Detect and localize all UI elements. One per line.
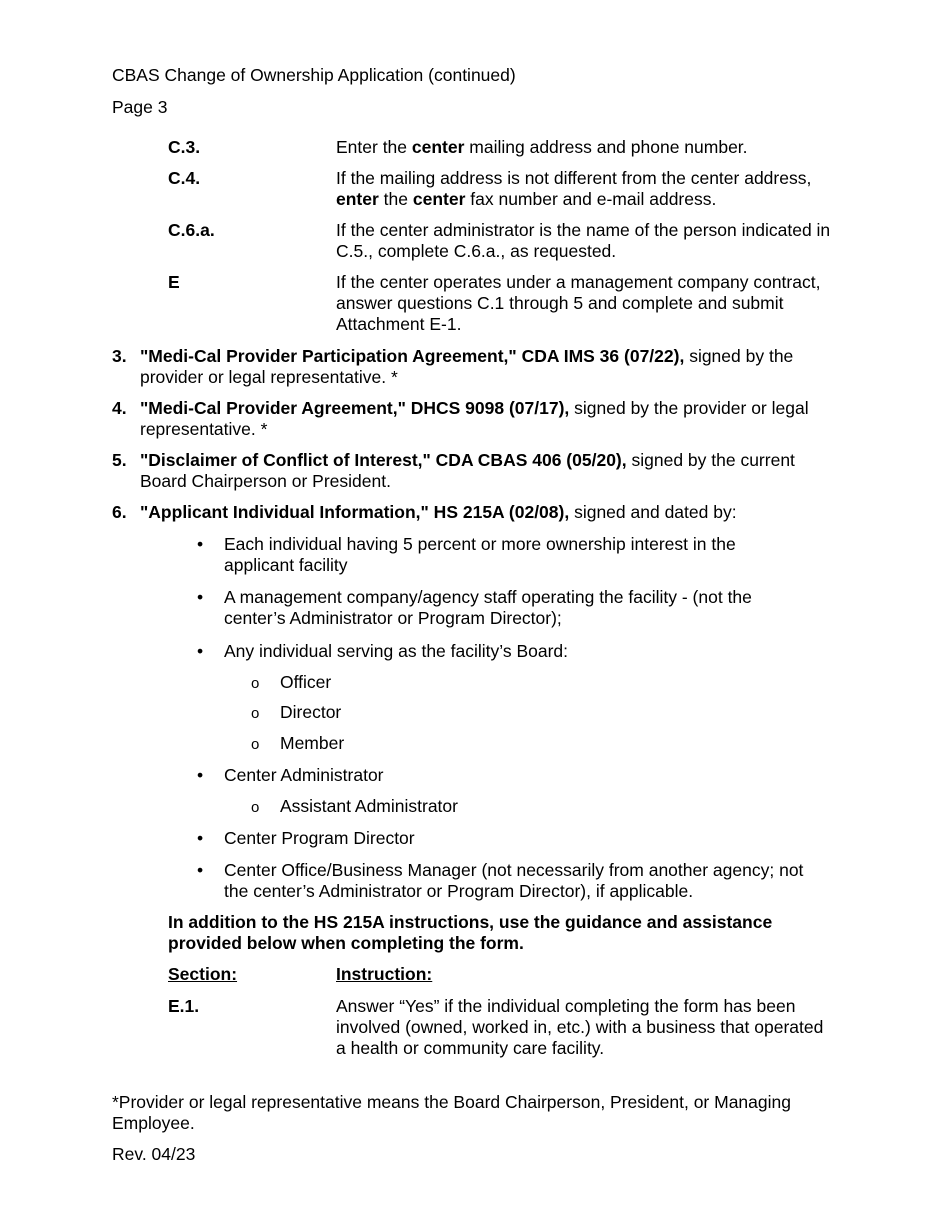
list-item — [140, 346, 860, 388]
item-text: signed by the provider or legal representative. * — [140, 398, 809, 439]
bullet-text: Center Administrator — [224, 765, 384, 785]
list-item — [140, 450, 845, 492]
section-code: E.1. — [168, 996, 200, 1016]
list-item — [140, 398, 860, 440]
section-code: E — [168, 272, 180, 292]
circle-bullet-icon: o — [251, 736, 260, 753]
bullet-icon: • — [197, 534, 204, 554]
item-number: 6. — [112, 502, 127, 522]
sub-bullet-text: Member — [280, 733, 345, 753]
circle-bullet-icon: o — [251, 705, 260, 722]
item-form-name: "Medi-Cal Provider Participation Agreement," CDA IMS 36 (07/22), — [140, 346, 685, 366]
sub-bullet-text: Assistant Administrator — [280, 796, 458, 816]
item-form-name: "Medi-Cal Provider Agreement," DHCS 9098 (07/17), — [140, 398, 570, 418]
item-text: signed by the provider or legal representative. * — [140, 346, 794, 387]
bullet-icon: • — [197, 828, 204, 848]
guidance-note: In addition to the HS 215A instructions, use the guidance and assistance provided below when completing the form. — [168, 912, 773, 953]
column-header-section: Section: — [168, 964, 238, 984]
section-desc: Answer “Yes” if the individual completing the form has been involved (owned, worked in, etc.) with a business that operated a health or community care facility. — [336, 996, 824, 1058]
page-number: Page 3 — [112, 97, 168, 117]
item-number: 3. — [112, 346, 127, 366]
revision-label: Rev. 04/23 — [112, 1144, 196, 1164]
item-number: 5. — [112, 450, 127, 470]
sub-bullet-text: Officer — [280, 672, 332, 692]
bullet-text: A management company/agency staff operating the facility - (not the center’s Administrator or Program Director); — [224, 587, 752, 628]
document-title: CBAS Change of Ownership Application (continued) — [112, 65, 516, 85]
section-code: C.4. — [168, 168, 201, 188]
bullet-icon: • — [197, 587, 204, 607]
circle-bullet-icon: o — [251, 799, 260, 816]
item-text: signed by the current Board Chairperson or President. — [140, 450, 795, 491]
bullet-text: Center Office/Business Manager (not necessarily from another agency; not the center’s Administrator or Program Director), if applicable. — [224, 860, 804, 901]
bullet-text: Any individual serving as the facility’s Board: — [224, 641, 569, 661]
section-desc: If the mailing address is not different from the center address, enter the center fax number and e-mail address. — [336, 168, 812, 209]
item-form-name: "Applicant Individual Information," HS 215A (02/08), — [140, 502, 570, 522]
column-header-instruction: Instruction: — [336, 964, 433, 984]
item-form-name: "Disclaimer of Conflict of Interest," CDA CBAS 406 (05/20), — [140, 450, 627, 470]
item-number: 4. — [112, 398, 127, 418]
sub-bullet-text: Director — [280, 702, 342, 722]
section-code: C.6.a. — [168, 220, 215, 240]
item-text: signed and dated by: — [569, 502, 737, 522]
bullet-icon: • — [197, 765, 204, 785]
section-desc: Enter the center mailing address and phone number. — [336, 137, 748, 157]
bullet-icon: • — [197, 860, 204, 880]
circle-bullet-icon: o — [251, 675, 260, 692]
bullet-text: Each individual having 5 percent or more ownership interest in the applicant facility — [224, 534, 736, 575]
section-desc: If the center administrator is the name of the person indicated in C.5., complete C.6.a., as requested. — [336, 220, 831, 261]
bullet-text: Center Program Director — [224, 828, 415, 848]
list-item — [140, 502, 860, 523]
section-desc: If the center operates under a management company contract, answer questions C.1 through 5 and complete and submit Attachment E-1. — [336, 272, 821, 334]
footnote: *Provider or legal representative means the Board Chairperson, President, or Managing Employee. — [112, 1092, 791, 1133]
section-code: C.3. — [168, 137, 201, 157]
bullet-icon: • — [197, 641, 204, 661]
